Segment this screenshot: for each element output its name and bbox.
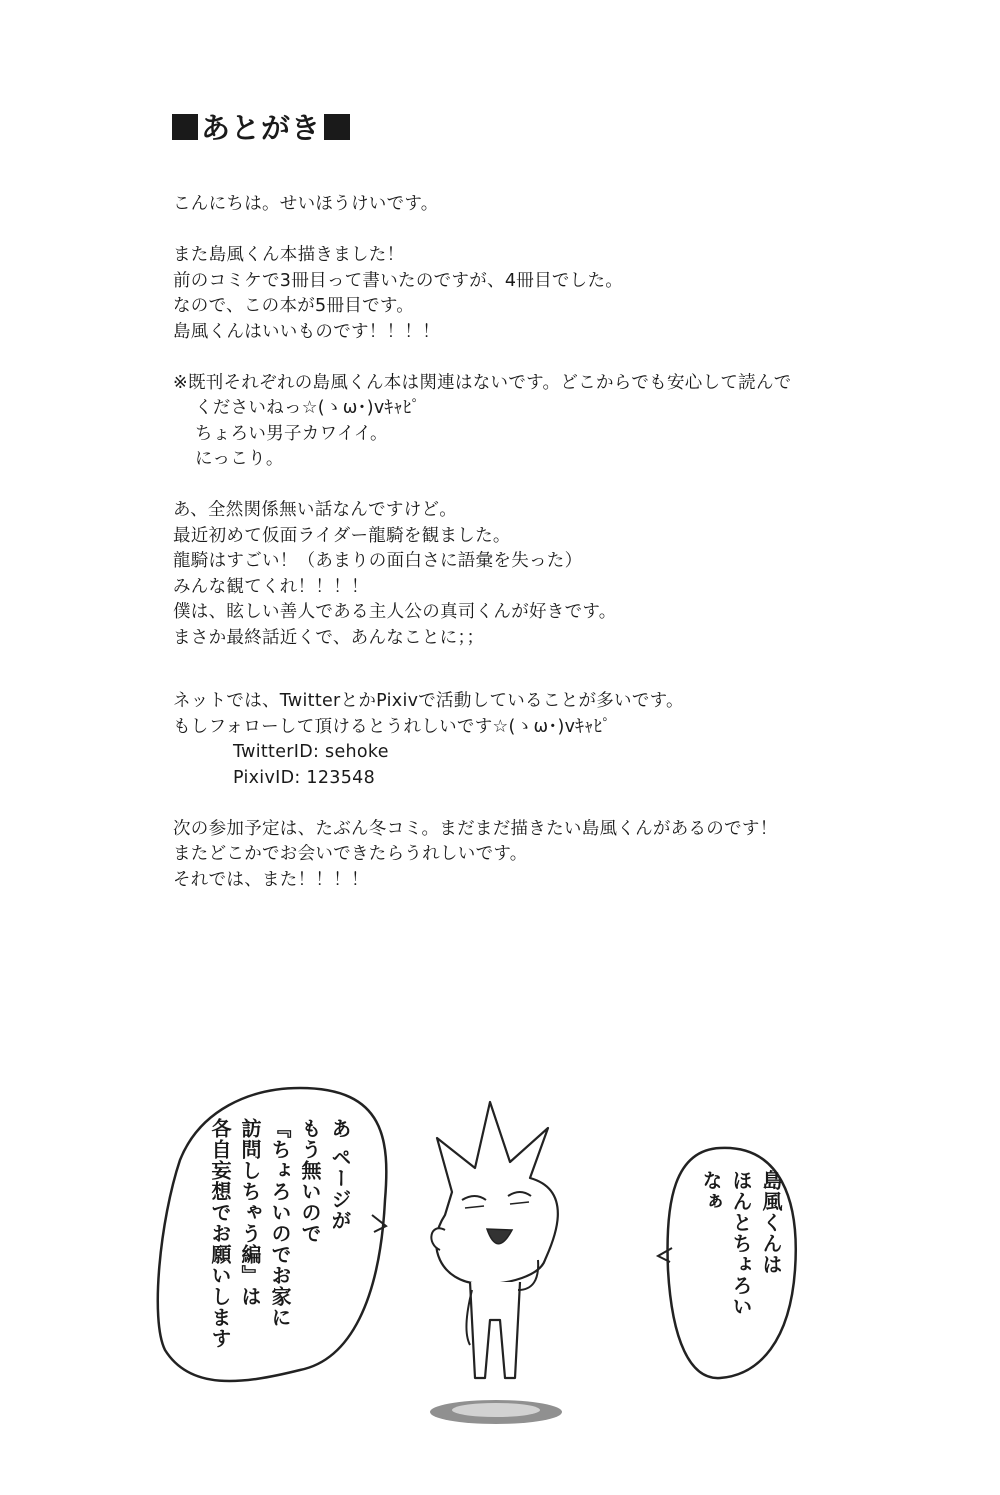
text-line: ※既刊それぞれの島風くん本は関連はないです。どこからでも安心して読んで — [173, 372, 792, 393]
text-line: 島風くんはいいものです！！！！ — [173, 321, 440, 342]
text-line: 前のコミケで3冊目って書いたのですが、4冊目でした。 — [173, 270, 624, 291]
text-line: また島風くん本描きました！ — [173, 245, 405, 265]
text-line: ネットでは、TwitterとかPixivで活動していることが多いです。 — [173, 691, 684, 711]
text-line: 最近初めて仮面ライダー龍騎を観ました。 — [173, 525, 511, 546]
text-line: それでは、また！！！！ — [173, 869, 369, 890]
bubble-line: 島風くんは — [759, 1170, 783, 1275]
bubble-line: あ ページが — [328, 1118, 352, 1231]
text-line: まさか最終話近くで、あんなことに；； — [173, 627, 485, 648]
bubble-line: 訪問しちゃう編』は — [238, 1118, 262, 1307]
bubble-line: なぁ — [699, 1170, 723, 1212]
text-line: みんな観てくれ！！！！ — [173, 576, 369, 597]
text-line: くださいねっ☆(ゝω･)vｷｬﾋﾟ — [195, 398, 421, 418]
text-line: 次の参加予定は、たぶん冬コミ。まだまだ描きたい島風くんがあるのです！ — [173, 818, 778, 839]
text-line: ちょろい男子カワイイ。 — [195, 423, 388, 444]
text-line: 僕は、眩しい善人である主人公の真司くんが好きです。 — [173, 602, 617, 622]
bubble-line: 各自妄想でお願いします — [208, 1118, 232, 1349]
pixiv-id: PixivID: 123548 — [233, 767, 376, 788]
greeting-line: こんにちは。せいほうけいです。 — [173, 194, 439, 214]
speech-bubble-left-text — [205, 1118, 355, 1383]
bubble-line: もう無いので — [298, 1118, 322, 1244]
text-line: なので、この本が5冊目です。 — [173, 296, 415, 316]
bubble-line: ほんとちょろい — [729, 1170, 753, 1317]
text-line: 龍騎はすごい！（あまりの面白さに語彙を失った） — [173, 551, 583, 571]
text-line: にっこり。 — [195, 449, 284, 469]
character-head — [436, 1102, 558, 1284]
text-line: あ、全然関係無い話なんですけど。 — [173, 500, 458, 520]
character-body — [470, 1282, 520, 1378]
bubble-line: 『ちょろいのでお家に — [268, 1118, 292, 1328]
page-title-text: あとがき — [201, 111, 322, 145]
twitter-id: TwitterID: sehoke — [233, 742, 389, 762]
text-line: もしフォローして頂けるとうれしいです☆(ゝω･)vｷｬﾋﾟ — [173, 716, 612, 737]
speech-bubble-right-text — [696, 1170, 786, 1370]
text-line: またどこかでお会いできたらうれしいです。 — [173, 844, 528, 864]
